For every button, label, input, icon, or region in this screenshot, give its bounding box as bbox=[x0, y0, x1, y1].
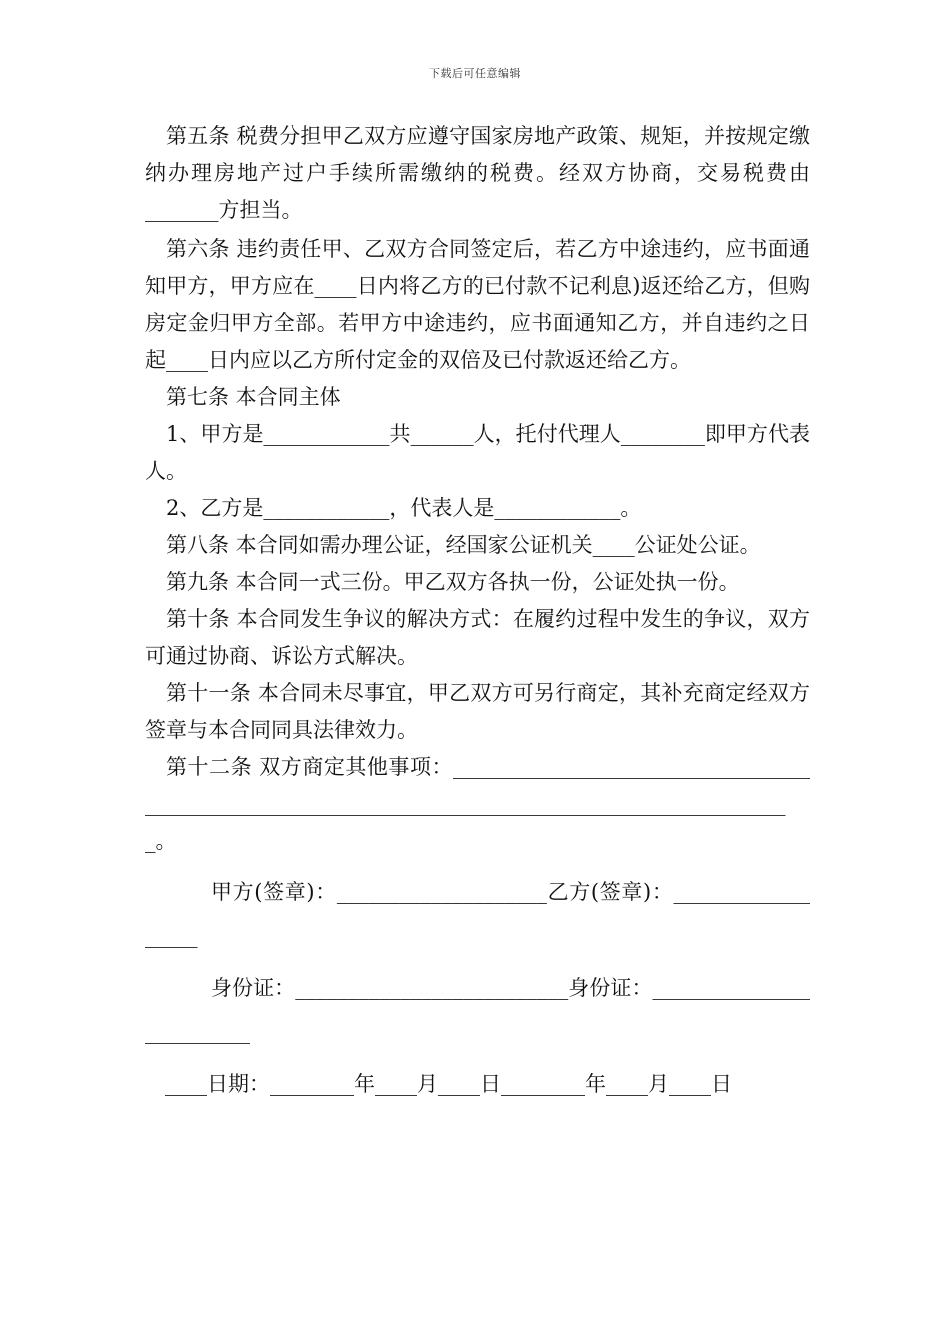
article-9: 第九条 本合同一式三份。甲乙双方各执一份，公证处执一份。 bbox=[166, 570, 740, 594]
article-8: 第八条 本合同如需办理公证，经国家公证机关____公证处公证。 bbox=[166, 533, 761, 557]
article-5: 第五条 税费分担甲乙双方应遵守国家房地产政策、规矩，并按规定缴纳办理房地产过户手续所需缴纳的税费。经双方协商，交易税费由_______方担当。 bbox=[145, 124, 810, 222]
signature-seal-line: 甲方(签章)：____________________乙方(签章)：__________________ bbox=[145, 880, 810, 948]
article-7-title: 第七条 本合同主体 bbox=[166, 385, 341, 409]
article-11: 第十一条 本合同未尽事宜，甲乙双方可另行商定，其补充商定经双方签章与本合同同具法律效力。 bbox=[145, 681, 810, 742]
article-12: 第十二条 双方商定其他事项：________________________________________________________________________________________________。 bbox=[145, 755, 810, 853]
id-card-line: 身份证：__________________________身份证：_________________________ bbox=[145, 976, 810, 1044]
page-header: 下载后可任意编辑 bbox=[429, 67, 521, 80]
article-6: 第六条 违约责任甲、乙双方合同签定后，若乙方中途违约，应书面通知甲方，甲方应在____日内将乙方的已付款不记利息)返还给乙方，但购房定金归甲方全部。若甲方中途违约，应书面通知乙方，并自违约之日起____日内应以乙方所付定金的双倍及已付款返还给乙方。 bbox=[145, 237, 810, 372]
article-7-party-b: 2、乙方是____________，代表人是____________。 bbox=[166, 496, 642, 520]
article-10: 第十条 本合同发生争议的解决方式：在履约过程中发生的争议，双方可通过协商、诉讼方式解决。 bbox=[145, 607, 810, 668]
contract-body bbox=[145, 118, 810, 1106]
date-line: ____日期：________年____月____日________年____月____日 bbox=[165, 1072, 732, 1096]
article-7-party-a: 1、甲方是____________共______人，托付代理人________即甲方代表人。 bbox=[145, 422, 810, 483]
